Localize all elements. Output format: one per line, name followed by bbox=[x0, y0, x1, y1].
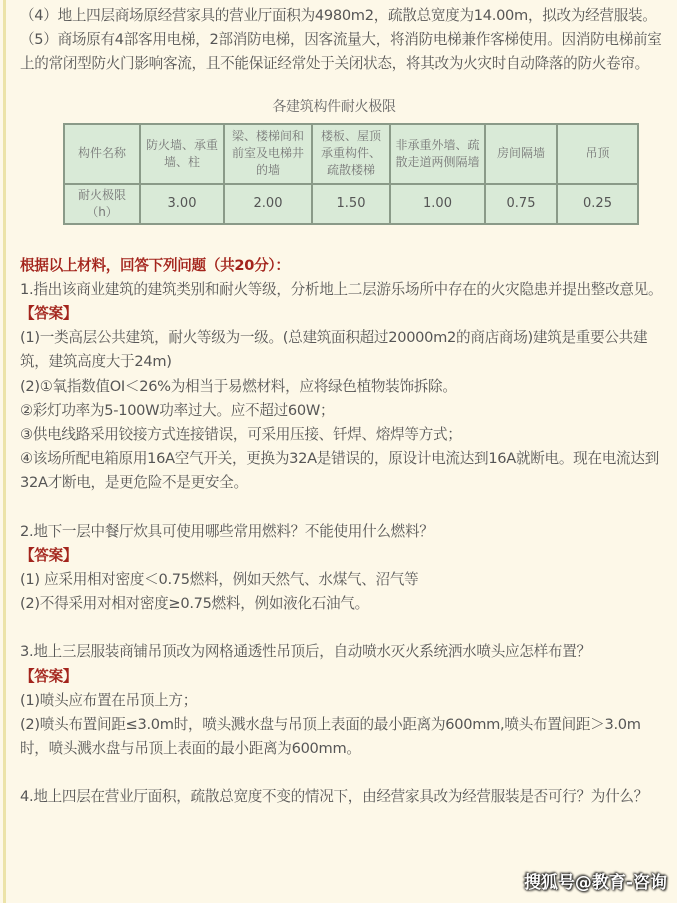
answer-line: ④该场所配电箱原用16A空气开关，更换为32A是错误的，原设计电流达到16A就断电。现在电流达到32A才断电，是更危险不是更安全。 bbox=[20, 450, 659, 492]
table-header-cell: 楼板、屋顶承重构件、疏散楼梯 bbox=[312, 124, 390, 184]
table-header-cell: 房间隔墙 bbox=[485, 124, 557, 184]
intro-paragraph-4: （4）地上四层商场原经营家具的营业厅面积为4980m2，疏散总宽度为14.00m，拟改为经营服装。 bbox=[20, 7, 657, 24]
table-row bbox=[64, 184, 638, 224]
table-cell: 1.00 bbox=[390, 184, 485, 224]
intro-paragraph-5: （5）商场原有4部客用电梯，2部消防电梯，因客流量大，将消防电梯兼作客梯使用。因消防电梯前室上的常闭型防火门影响客流，且不能保证经常处于关闭状态，将其改为火灾时自动降落的防火卷帘。 bbox=[20, 31, 662, 73]
answer-line: (1)一类高层公共建筑，耐火等级为一级。(总建筑面积超过20000m2的商店商场)建筑是重要公共建筑，建筑高度大于24m) bbox=[20, 329, 648, 371]
left-border bbox=[3, 0, 6, 903]
answer-line: (1) 应采用相对密度＜0.75燃料，例如天然气、水煤气、沼气等 bbox=[20, 571, 419, 589]
answer-line: ②彩灯功率为5-100W功率过大。应不超过60W； bbox=[20, 401, 335, 419]
answer-line: (2)不得采用对相对密度≥0.75燃料，例如液化石油气。 bbox=[20, 595, 369, 613]
answer-label: 【答案】 bbox=[20, 667, 78, 685]
watermark: 搜狐号@教育-咨询 bbox=[523, 873, 667, 893]
answer-line: ③供电线路采用铰接方式连接错误，可采用压接、钎焊、熔焊等方式； bbox=[20, 426, 462, 444]
answer-line: (1)喷头应布置在吊顶上方； bbox=[20, 691, 198, 709]
table-header-cell: 构件名称 bbox=[64, 124, 140, 184]
answer-line: (2)①氧指数值OI＜26%为相当于易燃材料，应将绿色植物装饰拆除。 bbox=[20, 377, 457, 395]
answer-label: 【答案】 bbox=[20, 305, 78, 323]
question-1: 1.指出该商业建筑的建筑类别和耐火等级，分析地上二层游乐场所中存在的火灾隐患并提出整改意见。 bbox=[20, 280, 663, 298]
fire-resistance-table bbox=[63, 123, 639, 225]
section-heading: 根据以上材料，回答下列问题（共20分）： bbox=[20, 256, 290, 274]
table-header-row bbox=[64, 124, 638, 184]
table-cell: 3.00 bbox=[140, 184, 224, 224]
table-title: 各建筑构件耐火极限 bbox=[272, 98, 396, 115]
question-4: 4.地上四层在营业厅面积，疏散总宽度不变的情况下，由经营家具改为经营服装是否可行？为什么？ bbox=[20, 788, 648, 806]
question-3: 3.地上三层服装商铺吊顶改为网格通透性吊顶后，自动喷水灭火系统洒水喷头应怎样布置？ bbox=[20, 643, 591, 661]
table-cell: 1.50 bbox=[312, 184, 390, 224]
table-header-cell: 非承重外墙、疏散走道两侧隔墙 bbox=[390, 124, 485, 184]
table-header-cell: 防火墙、承重墙、柱 bbox=[140, 124, 224, 184]
table-cell: 2.00 bbox=[224, 184, 312, 224]
table-header-cell: 吊顶 bbox=[557, 124, 638, 184]
table-cell: 耐火极限（h） bbox=[64, 184, 140, 224]
answer-line: (2)喷头布置间距≤3.0m时，喷头溅水盘与吊顶上表面的最小距离为600mm,喷头布置间距＞3.0m时，喷头溅水盘与吊顶上表面的最小距离为600mm。 bbox=[20, 716, 641, 758]
table-header-cell: 梁、楼梯间和前室及电梯井的墙 bbox=[224, 124, 312, 184]
question-2: 2.地下一层中餐厅炊具可使用哪些常用燃料？不能使用什么燃料？ bbox=[20, 522, 434, 540]
table-cell: 0.25 bbox=[557, 184, 638, 224]
answer-label: 【答案】 bbox=[20, 546, 78, 564]
table-cell: 0.75 bbox=[485, 184, 557, 224]
article-body bbox=[20, 4, 668, 810]
